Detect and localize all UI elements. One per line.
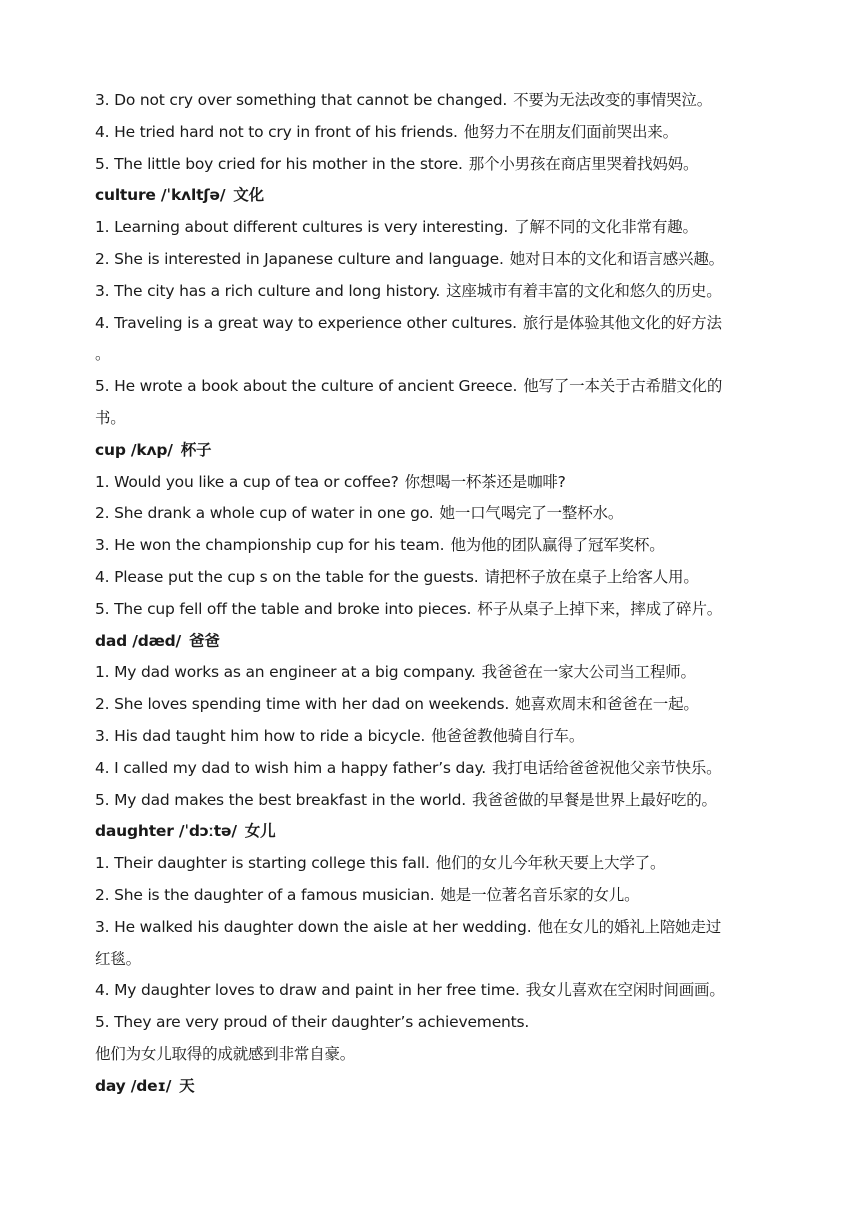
headword-translation: 天 xyxy=(179,1076,195,1095)
headword-translation: 杯子 xyxy=(180,440,212,459)
example-chinese: 她是一位著名音乐家的女儿。 xyxy=(440,885,640,904)
headword-term: culture /ˈkʌltʃə/ xyxy=(95,186,226,205)
example-chinese: 她喜欢周末和爸爸在一起。 xyxy=(515,695,699,714)
headword-line xyxy=(95,816,785,848)
example-english: 4. He tried hard not to cry in front of his friends. xyxy=(95,122,458,141)
example-sentence xyxy=(95,880,785,912)
headword-line xyxy=(95,626,785,658)
example-english: 1. Learning about different cultures is very interesting. xyxy=(95,218,509,237)
example-sentence xyxy=(95,848,785,880)
example-english: 2. She is the daughter of a famous musician. xyxy=(95,885,435,904)
example-english: 3. The city has a rich culture and long history. xyxy=(95,281,441,300)
example-chinese: 杯子从桌子上掉下来，摔成了碎片。 xyxy=(477,599,723,618)
example-sentence xyxy=(95,753,785,785)
headword-term: daughter /ˈdɔːtə/ xyxy=(95,822,237,841)
document-page xyxy=(95,85,785,1103)
example-chinese: 她对日本的文化和语言感兴趣。 xyxy=(509,249,724,268)
example-chinese: 他努力不在朋友们面前哭出来。 xyxy=(463,122,678,141)
example-sentence xyxy=(95,562,785,594)
example-english: 2. She loves spending time with her dad on weekends. xyxy=(95,695,510,714)
example-sentence xyxy=(95,1007,785,1039)
example-english: 5. He wrote a book about the culture of ancient Greece. xyxy=(95,377,518,396)
example-sentence xyxy=(95,721,785,753)
example-sentence xyxy=(95,371,785,403)
example-english: 4. Traveling is a great way to experience other cultures. xyxy=(95,313,517,332)
example-chinese: 他在女儿的婚礼上陪她走过 xyxy=(537,917,722,936)
example-sentence xyxy=(95,975,785,1007)
example-english: 2. She drank a whole cup of water in one go. xyxy=(95,504,434,523)
continuation-text: 书。 xyxy=(95,408,126,427)
headword-translation: 女儿 xyxy=(244,822,276,841)
example-chinese: 我爸爸在一家大公司当工程师。 xyxy=(481,663,696,682)
example-sentence xyxy=(95,657,785,689)
example-chinese: 请把杯子放在桌子上给客人用。 xyxy=(484,567,699,586)
example-sentence xyxy=(95,85,785,117)
example-chinese: 那个小男孩在商店里哭着找妈妈。 xyxy=(468,154,699,173)
example-sentence xyxy=(95,149,785,181)
example-chinese: 他爸爸教他骑自行车。 xyxy=(431,726,585,745)
example-english: 1. Would you like a cup of tea or coffee? xyxy=(95,472,399,491)
example-sentence xyxy=(95,498,785,530)
example-english: 5. The cup fell off the table and broke into pieces. xyxy=(95,599,472,618)
headword-translation: 文化 xyxy=(233,186,264,205)
example-sentence xyxy=(95,689,785,721)
example-sentence xyxy=(95,785,785,817)
example-chinese: 旅行是体验其他文化的好方法 xyxy=(522,313,722,332)
example-sentence xyxy=(95,308,785,340)
example-chinese: 你想喝一杯茶还是咖啡? xyxy=(404,472,566,491)
example-english: 3. He won the championship cup for his team. xyxy=(95,536,445,555)
headword-term: dad /dæd/ xyxy=(95,631,182,650)
example-chinese: 我打电话给爸爸祝他父亲节快乐。 xyxy=(491,758,722,777)
example-chinese: 我女儿喜欢在空闲时间画画。 xyxy=(525,981,725,1000)
example-english: 3. Do not cry over something that cannot be changed. xyxy=(95,91,508,109)
example-english: 5. The little boy cried for his mother in the store. xyxy=(95,154,463,173)
continuation-text: 。 xyxy=(95,345,111,364)
example-chinese: 了解不同的文化非常有趣。 xyxy=(514,218,698,237)
example-sentence xyxy=(95,244,785,276)
headword-line xyxy=(95,1071,785,1103)
example-sentence xyxy=(95,594,785,626)
headword-term: day /deɪ/ xyxy=(95,1076,172,1095)
example-english: 4. My daughter loves to draw and paint in her free time. xyxy=(95,981,520,1000)
example-chinese: 他们的女儿今年秋天要上大学了。 xyxy=(435,854,666,873)
example-english: 1. Their daughter is starting college this fall. xyxy=(95,854,430,873)
continuation-text: 他们为女儿取得的成就感到非常自豪。 xyxy=(95,1044,356,1063)
example-sentence xyxy=(95,117,785,149)
headword-line xyxy=(95,180,785,212)
example-chinese: 不要为无法改变的事情哭泣。 xyxy=(513,91,713,109)
example-sentence xyxy=(95,276,785,308)
example-chinese: 她一口气喝完了一整杯水。 xyxy=(439,504,624,523)
example-sentence xyxy=(95,530,785,562)
example-english: 5. They are very proud of their daughter’s achievements. xyxy=(95,1013,530,1032)
example-sentence xyxy=(95,912,785,944)
example-english: 4. I called my dad to wish him a happy father’s day. xyxy=(95,758,486,777)
example-english: 3. He walked his daughter down the aisle at her wedding. xyxy=(95,917,532,936)
example-english: 2. She is interested in Japanese culture and language. xyxy=(95,249,504,268)
example-chinese: 我爸爸做的早餐是世界上最好吃的。 xyxy=(472,790,717,809)
example-sentence xyxy=(95,467,785,499)
example-chinese: 他写了一本关于古希腊文化的 xyxy=(523,377,723,396)
example-sentence xyxy=(95,212,785,244)
example-english: 1. My dad works as an engineer at a big company. xyxy=(95,663,476,682)
example-english: 3. His dad taught him how to ride a bicycle. xyxy=(95,726,426,745)
example-chinese: 他为他的团队赢得了冠军奖杯。 xyxy=(450,536,665,555)
headword-translation: 爸爸 xyxy=(189,631,220,650)
headword-line xyxy=(95,435,785,467)
example-english: 5. My dad makes the best breakfast in the world. xyxy=(95,790,467,809)
continuation-text: 红毯。 xyxy=(95,949,141,968)
example-chinese: 这座城市有着丰富的文化和悠久的历史。 xyxy=(446,281,722,300)
headword-term: cup /kʌp/ xyxy=(95,440,173,459)
example-english: 4. Please put the cup s on the table for the guests. xyxy=(95,567,479,586)
